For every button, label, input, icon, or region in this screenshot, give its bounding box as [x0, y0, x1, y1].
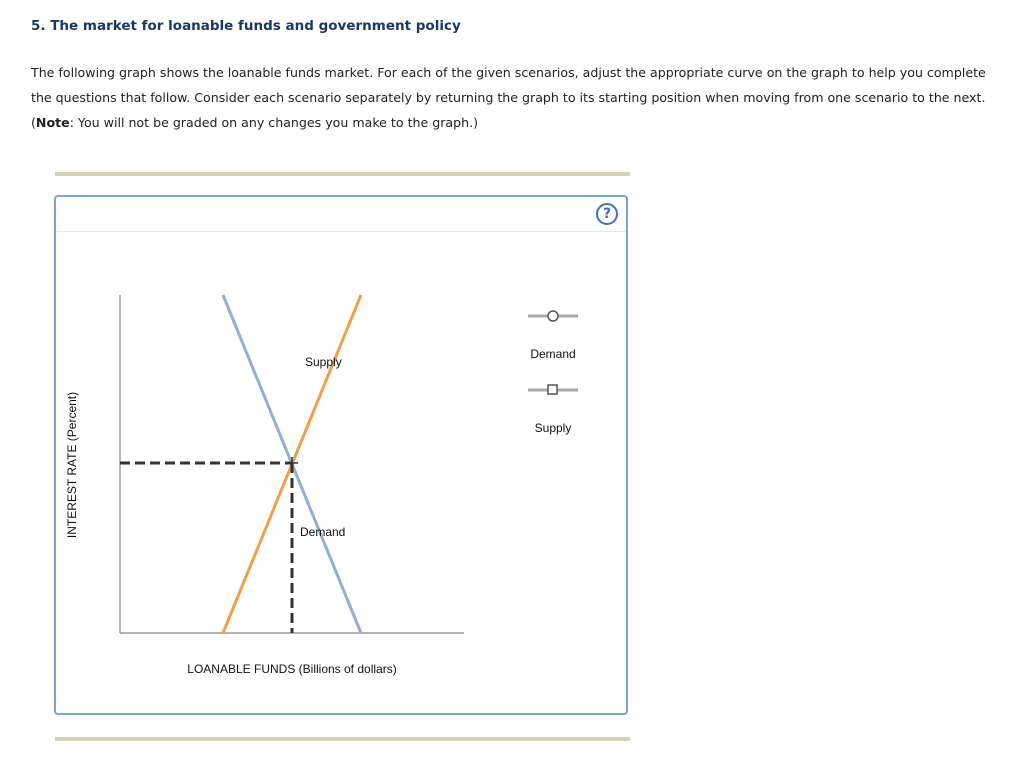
- legend-supply-label: Supply: [534, 421, 572, 435]
- bottom-divider: [55, 737, 630, 741]
- x-axis-label: LOANABLE FUNDS (Billions of dollars): [187, 662, 397, 676]
- legend-demand-circle-icon[interactable]: [548, 311, 558, 321]
- legend-demand-label: Demand: [530, 347, 576, 361]
- question-title: 5. The market for loanable funds and government policy: [31, 18, 461, 34]
- y-axis-label: INTEREST RATE (Percent): [65, 391, 79, 539]
- instructions-line-1: The following graph shows the loanable funds market. For each of the given scenarios, adjust the appropriate curve on the graph to help you complete: [31, 65, 986, 80]
- note-text: : You will not be graded on any changes you make to the graph.): [69, 115, 479, 130]
- help-button[interactable]: ?: [596, 203, 618, 225]
- legend-supply-square-icon[interactable]: [548, 385, 557, 394]
- supply-curve-label: Supply: [305, 355, 342, 369]
- note-label: Note: [35, 115, 70, 130]
- demand-curve-label: Demand: [300, 525, 346, 539]
- note-open: (: [31, 115, 36, 130]
- instructions-line-2: the questions that follow. Consider each scenario separately by returning the graph to its starting position when moving from one scenario to the next.: [31, 90, 986, 105]
